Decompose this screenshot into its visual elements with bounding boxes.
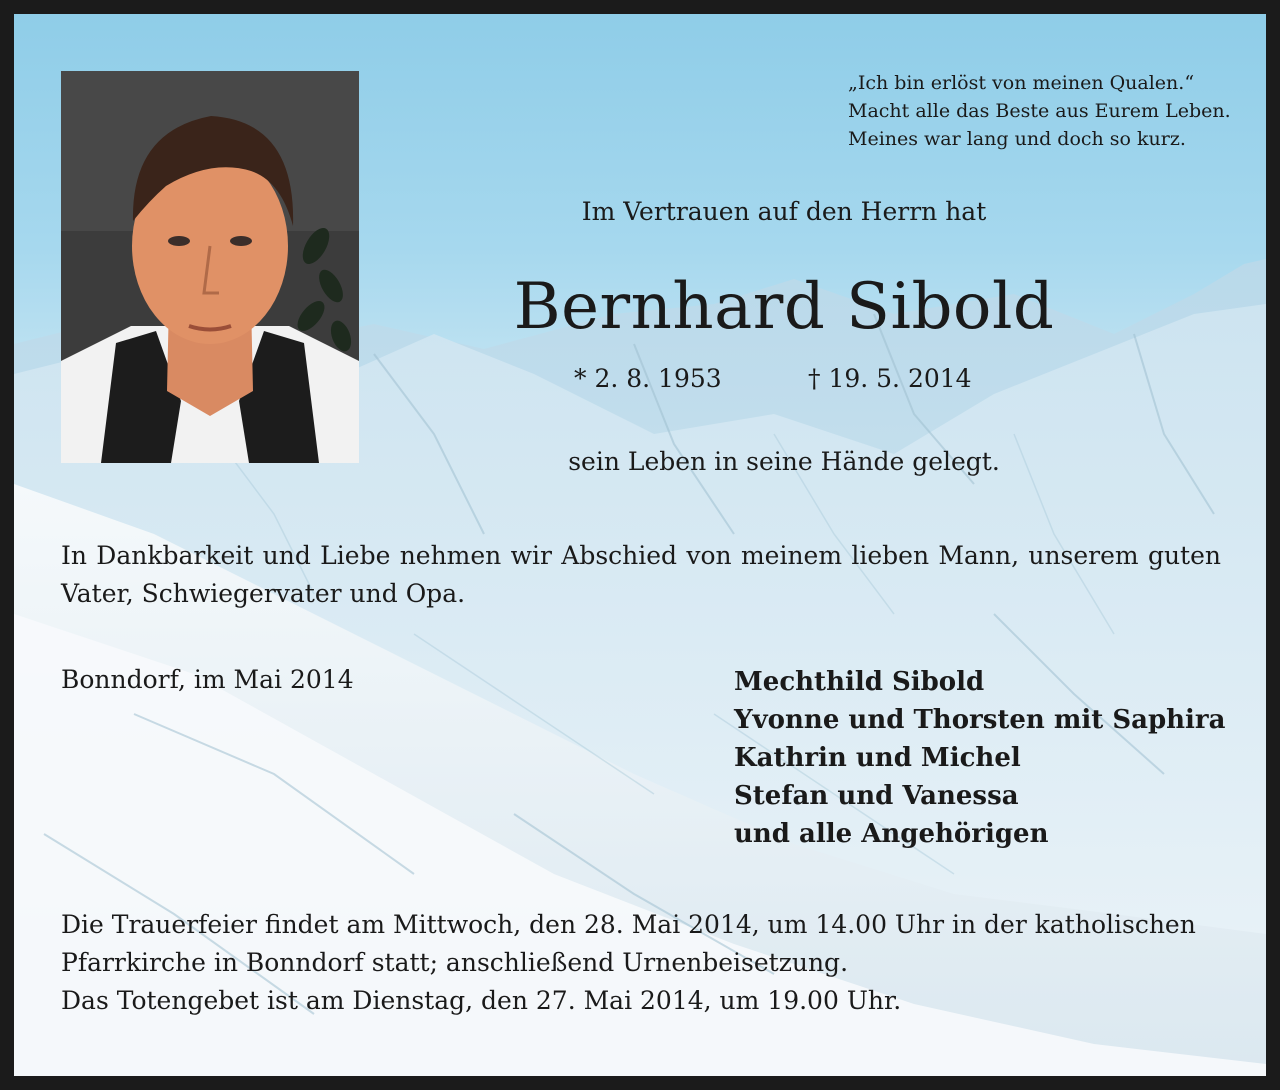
quote-line: Macht alle das Beste aus Eurem Leben. [848,100,1231,122]
mourners-list [734,663,1225,853]
birth-date: * 2. 8. 1953 [574,364,722,393]
mourner-name: Stefan und Vanessa [734,781,1019,811]
mourner-name: Mechthild Sibold [734,667,985,697]
quote-line: „Ich bin erlöst von meinen Qualen.“ [848,72,1195,94]
farewell-paragraph: In Dankbarkeit und Liebe nehmen wir Abschied von meinem lieben Mann, unserem guten Vater, Schwiegervater und Opa. [61,541,1221,608]
place-date: Bonndorf, im Mai 2014 [61,665,354,694]
quote-line: Meines war lang und doch so kurz. [848,128,1186,150]
mourner-name: Yvonne und Thorsten mit Saphira [734,705,1226,735]
service-line: Pfarrkirche in Bonndorf statt; anschließend Urnenbeisetzung. [61,948,849,977]
man-portrait-icon [61,71,359,463]
death-date: † 19. 5. 2014 [808,364,972,393]
service-info [61,906,1231,1020]
mourner-name: und alle Angehörigen [734,819,1049,849]
service-line: Das Totengebet ist am Dienstag, den 27. Mai 2014, um 19.00 Uhr. [61,986,902,1015]
service-line: Die Trauerfeier findet am Mittwoch, den 28. Mai 2014, um 14.00 Uhr in der katholischen [61,910,1196,939]
after-text: sein Leben in seine Hände gelegt. [568,447,1000,476]
mourner-name: Kathrin und Michel [734,743,1021,773]
deceased-name: Bernhard Sibold [513,270,1055,344]
intro-text: Im Vertrauen auf den Herrn hat [581,197,987,226]
quote-block [848,69,1248,153]
portrait-photo [61,71,359,463]
